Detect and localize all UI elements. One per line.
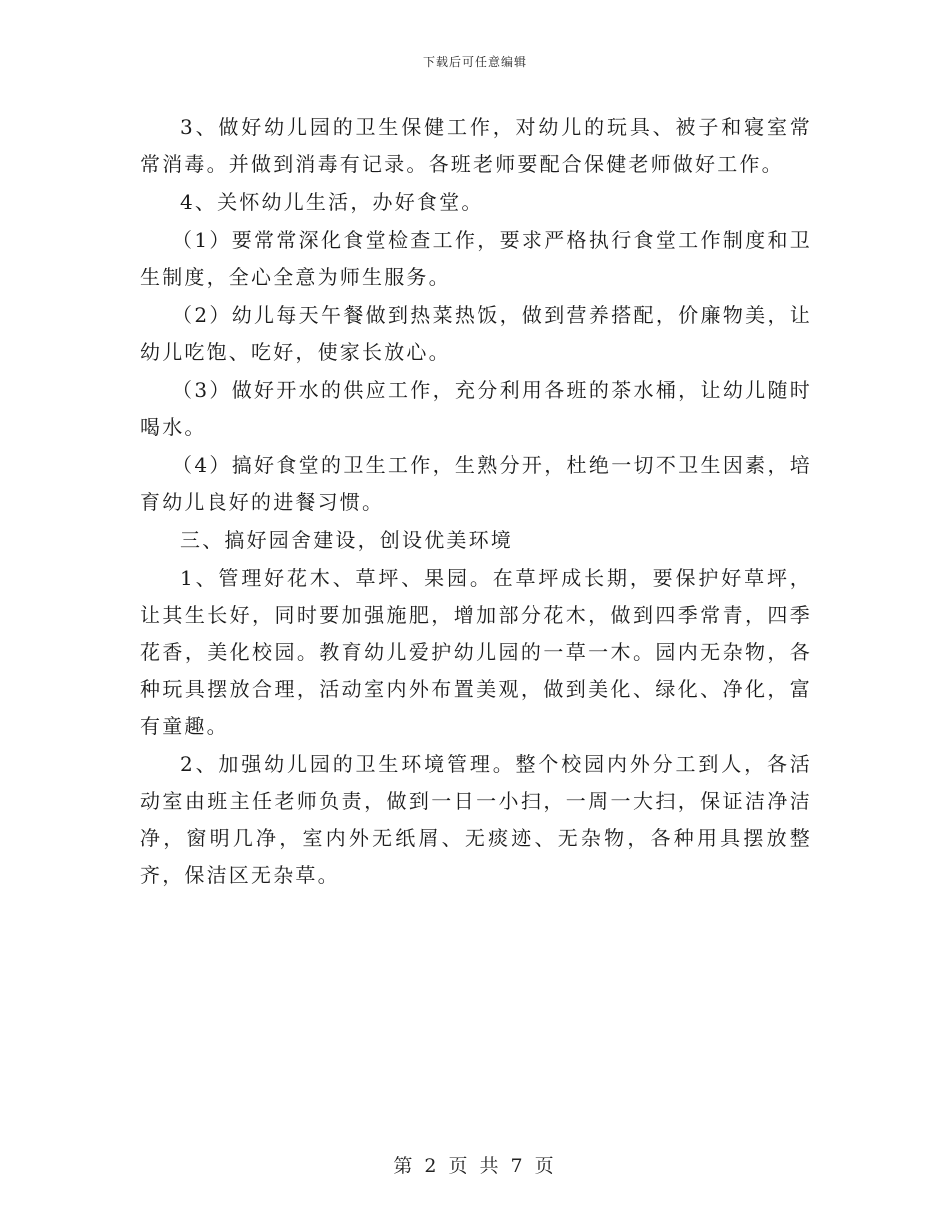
paragraph-canteen-inspection: （1）要常常深化食堂检查工作，要求严格执行食堂工作制度和卫生制度，全心全意为师生服务。 [140, 228, 812, 289]
document-body [140, 109, 812, 895]
paragraph-canteen-heading: 4、关怀幼儿生活，办好食堂。 [180, 190, 484, 214]
header-note: 下载后可任意编辑 [422, 55, 527, 69]
paragraph-water-supply: （3）做好开水的供应工作，充分利用各班的茶水桶，让幼儿随时喝水。 [140, 378, 812, 439]
paragraph-gardens: 1、管理好花木、草坪、果园。在草坪成长期，要保护好草坪，让其生长好，同时要加强施肥，增加部分花木，做到四季常青，四季花香，美化校园。教育幼儿爱护幼儿园的一草一木。园内无杂物，各种玩具摆放合理，活动室内外布置美观，做到美化、绿化、净化，富有童趣。 [140, 566, 812, 738]
page-number-footer: 第 2 页 共 7 页 [393, 1155, 557, 1177]
paragraph-canteen-hygiene: （4）搞好食堂的卫生工作，生熟分开，杜绝一切不卫生因素，培育幼儿良好的进餐习惯。 [140, 453, 812, 514]
section-heading-environment: 三、搞好园舍建设，创设优美环境 [180, 528, 513, 552]
paragraph-hygiene-care: 3、做好幼儿园的卫生保健工作，对幼儿的玩具、被子和寝室常常消毒。并做到消毒有记录。各班老师要配合保健老师做好工作。 [140, 115, 812, 176]
paragraph-lunch-nutrition: （2）幼儿每天午餐做到热菜热饭，做到营养搭配，价廉物美，让幼儿吃饱、吃好，使家长放心。 [140, 303, 812, 364]
paragraph-environment-management: 2、加强幼儿园的卫生环境管理。整个校园内外分工到人，各活动室由班主任老师负责，做到一日一小扫，一周一大扫，保证洁净洁净，窗明几净，室内外无纸屑、无痰迹、无杂物，各种用具摆放整齐，保洁区无杂草。 [140, 752, 812, 887]
